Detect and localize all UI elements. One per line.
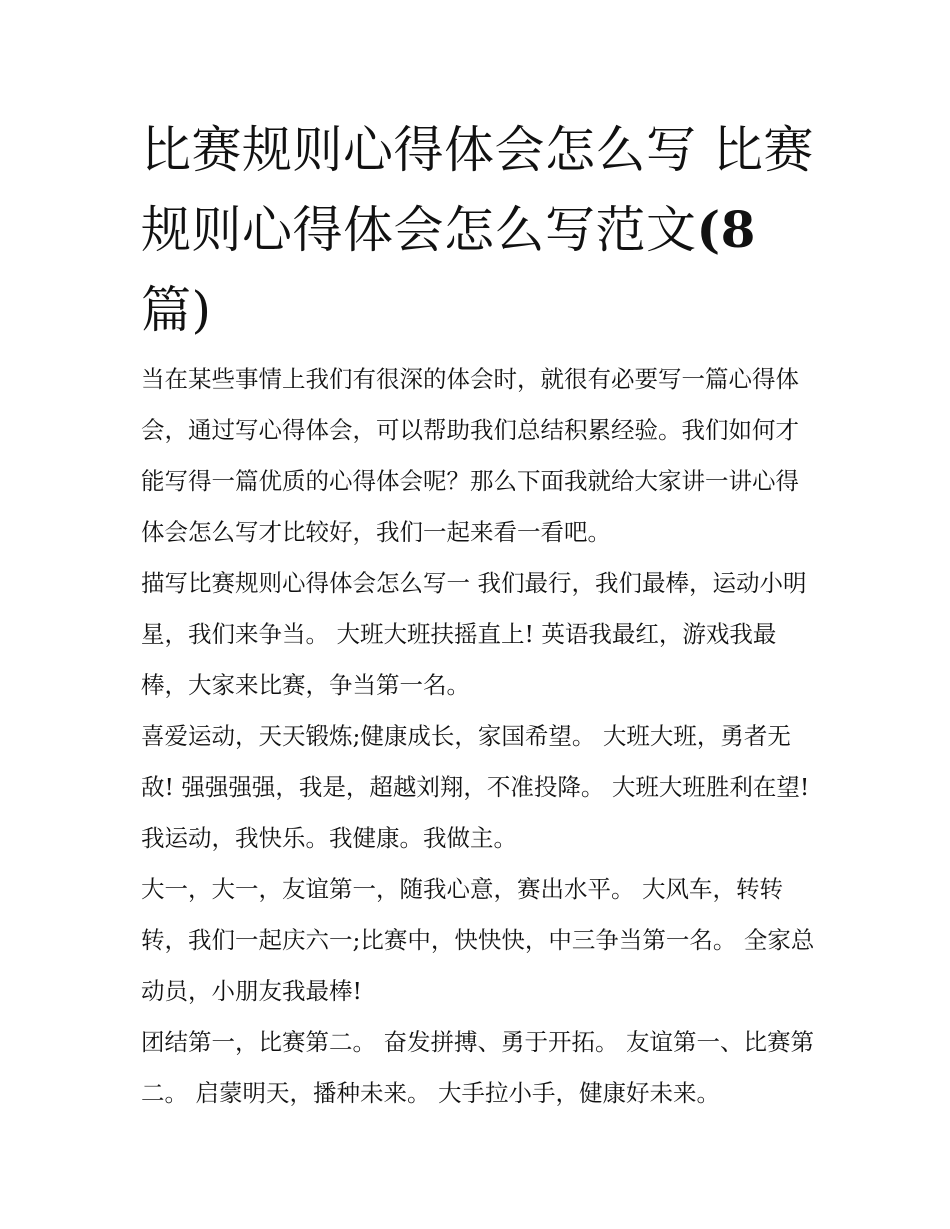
title-suffix: 篇): [141, 281, 212, 339]
title-text: 比赛规则心得体会怎么写 比赛规则心得体会怎么写范文: [141, 121, 814, 259]
document-title: [141, 110, 831, 350]
paragraph-intro: 当在某些事情上我们有很深的体会时，就很有必要写一篇心得体会，通过写心得体会，可以帮助我们总结积累经验。我们如何才能写得一篇优质的心得体会呢？那么下面我就给大家讲一讲心得体会怎么写才比较好，我们一起来看一看吧。: [141, 365, 799, 546]
paragraph-slogans-1: 描写比赛规则心得体会怎么写一 我们最行，我们最棒，运动小明星，我们来争当。 大班大班扶摇直上! 英语我最红，游戏我最棒，大家来比赛，争当第一名。: [141, 569, 807, 699]
paragraph-slogans-3: 大一，大一，友谊第一，随我心意，赛出水平。 大风车，转转转，我们一起庆六一;比赛中，快快快，中三争当第一名。 全家总动员，小朋友我最棒!: [141, 875, 815, 1005]
document-body: [141, 354, 816, 1119]
paragraph-slogans-2: 喜爱运动，天天锻炼;健康成长，家国希望。 大班大班，勇者无敌! 强强强强，我是，超越刘翔，不准投降。 大班大班胜利在望! 我运动，我快乐。我健康。我做主。: [141, 722, 810, 852]
title-count: (8: [696, 200, 756, 259]
paragraph-slogans-4: 团结第一，比赛第二。 奋发拼搏、勇于开拓。 友谊第一、比赛第二。 启蒙明天，播种未来。 大手拉小手，健康好未来。: [141, 1028, 814, 1107]
